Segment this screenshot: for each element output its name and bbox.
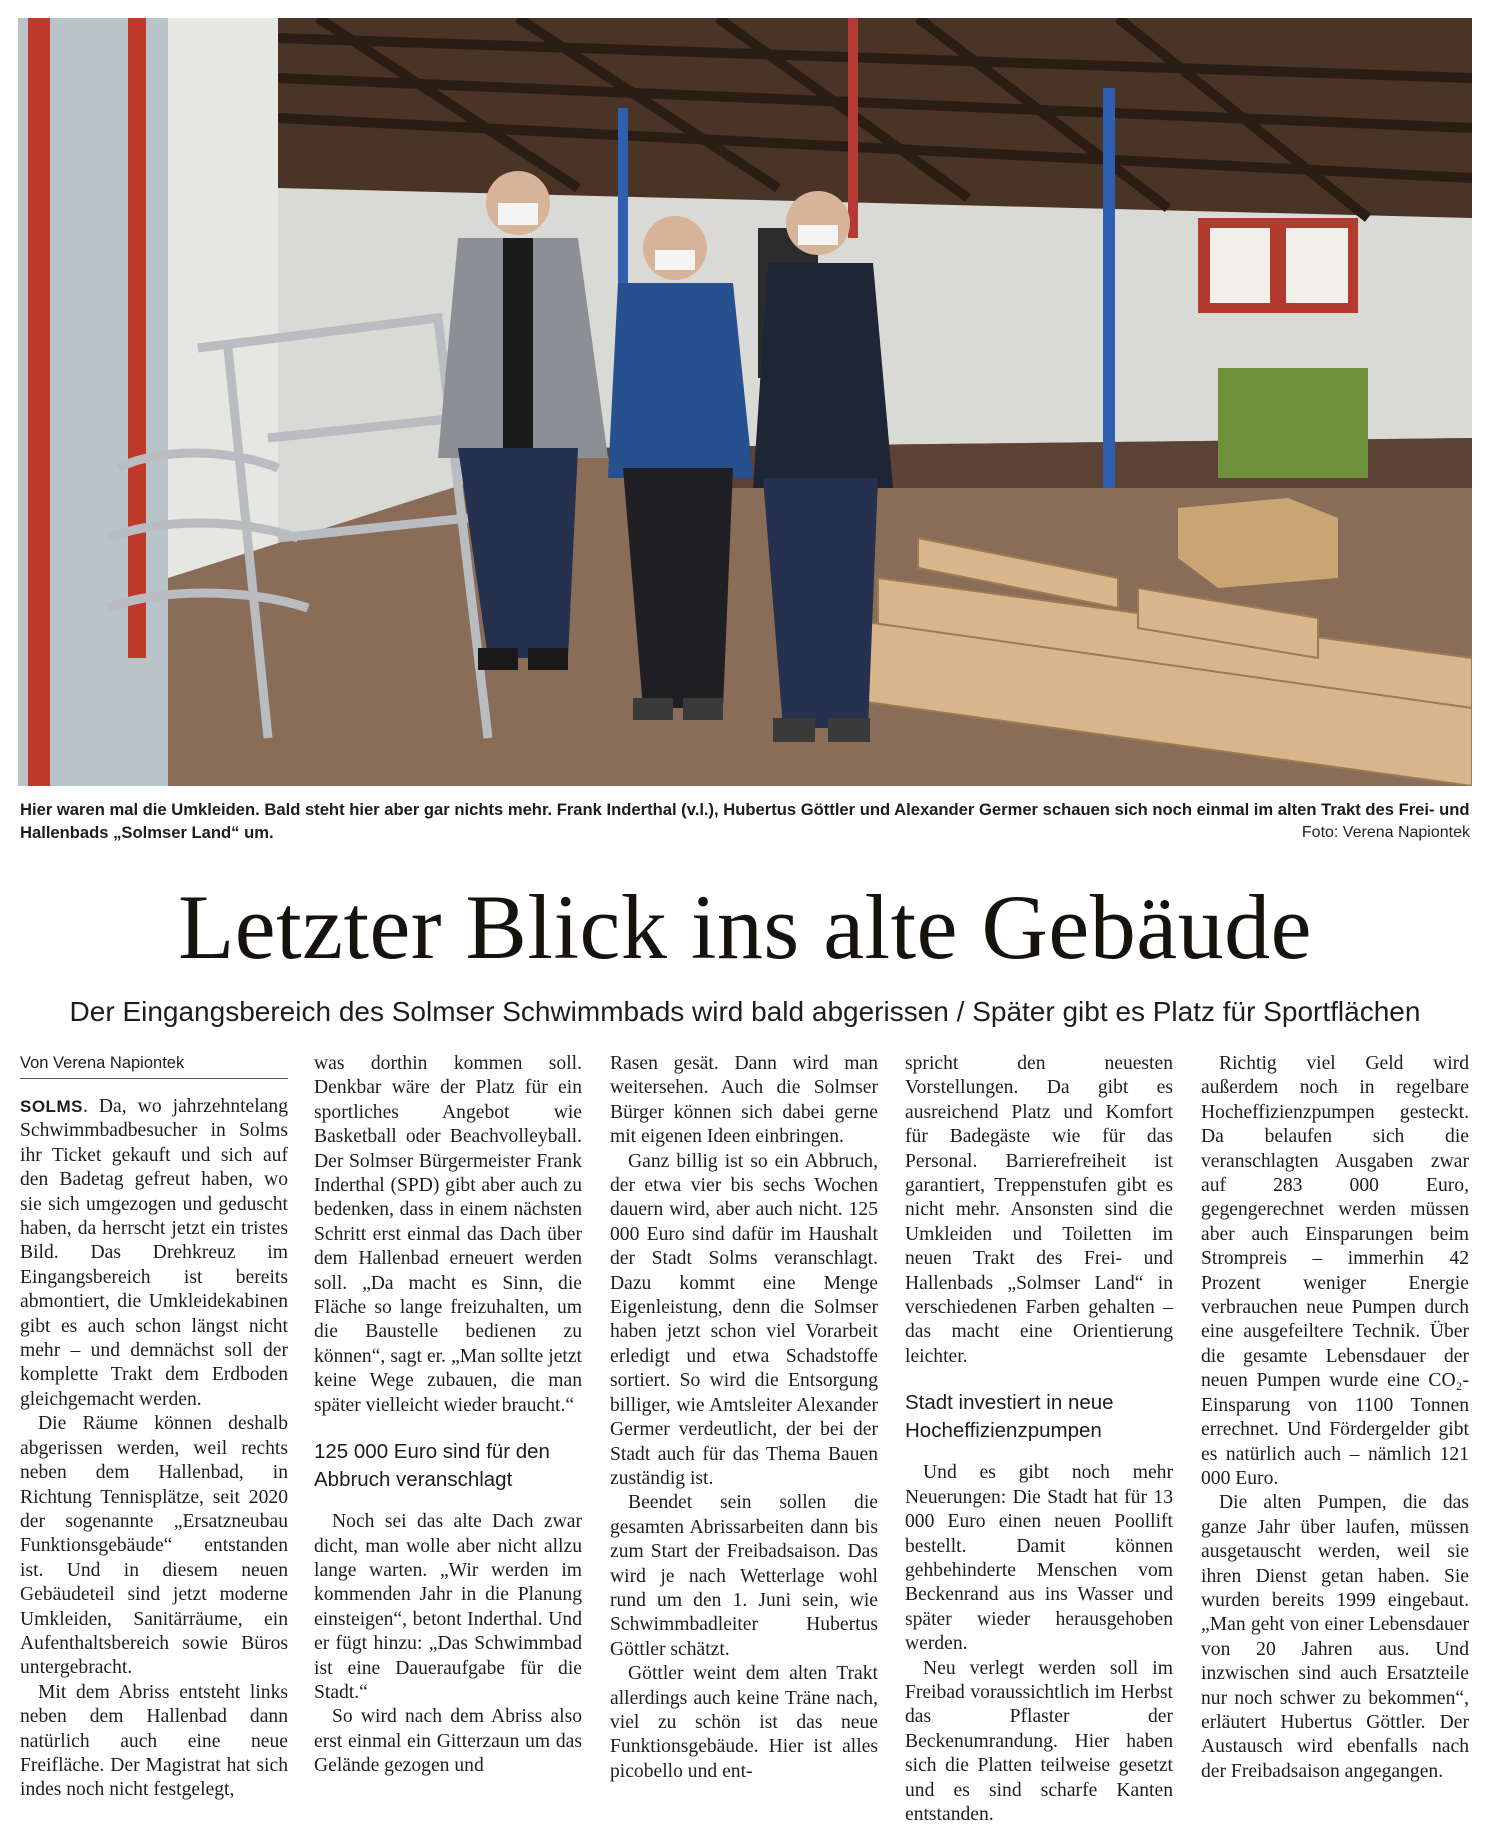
article-column-5 [1201,1052,1469,1784]
paragraph: Ganz billig ist so ein Abbruch, der etwa vier bis sechs Wochen dauern wird, aber auch nicht. 125 000 Euro sind dafür im Haushalt der Stadt Solms veranschlagt. Dazu kommt eine Menge Eigenleistung, denn die Solmser haben jetzt schon viel Vorarbeit erledigt und etwa Schadstoffe sortiert. So wird die Entsorgung billiger, wie Amtsleiter Alexander Germer verdeutlicht, der bei der Stadt auch für das Thema Bauen zuständig ist. [610,1150,878,1489]
paragraph: was dorthin kommen soll. Denkbar wäre der Platz für ein sportliches Angebot wie Basketball oder Beachvolleyball. Der Solmser Bürgermeister Frank Inderthal (SPD) gibt aber auch zu bedenken, dass in einem nächsten Schritt erst einmal das Dach über dem Hallenbad erneuert werden soll. „Da macht es Sinn, die Fläche so lange freizuhalten, um die Baustelle bedienen zu können“, sagt er. „Man sollte jetzt keine Wege zubauen, die man später vielleicht wieder braucht.“ [314,1053,582,1416]
paragraph: spricht den neuesten Vorstellungen. Da gibt es ausreichend Platz und Komfort für Badegäste wie für das Personal. Barrierefreiheit ist garantiert, Treppenstufen gibt es nicht mehr. Ansonsten sind die Umkleiden und Toiletten im neuen Trakt des Frei- und Hallenbads „Solmser Land“ in verschiedenen Farben gehalten – das macht eine Orientierung leichter. [905,1053,1173,1367]
photo-box [1178,498,1338,588]
paragraph: Göttler weint dem alten Trakt allerdings auch keine Träne nach, viel zu schön ist das neue Funktionsgebäude. Hier ist alles picobello und ent- [610,1663,878,1782]
photo-illustration [18,18,1472,786]
section-subheading: Stadt investiert in neue Hocheffizienzpumpen [905,1391,1114,1443]
article-headline: Letzter Blick ins alte Gebäude [178,876,1312,978]
photo-pillar [1103,88,1115,488]
paragraph: Neu verlegt werden soll im Freibad voraussichtlich im Herbst das Pflaster der Beckenumrandung. Hier haben sich die Platten teilweise gesetzt und es sind scharfe Kanten entstanden. [905,1657,1173,1825]
dateline: SOLMS [20,1097,83,1116]
paragraph: Beendet sein sollen die gesamten Abrissarbeiten dann bis zum Start der Freibadsaison. Das wird je nach Wetterlage wohl rund um den 1. Juni sein, wie Schwimmbadleiter Hubertus Göttler schätzt. [610,1492,878,1660]
section-subheading: 125 000 Euro sind für den Abbruch veranschlagt [314,1440,550,1492]
article-column-2 [314,1052,582,1779]
photo-green-patch [1218,368,1368,478]
paragraph: Noch sei das alte Dach zwar dicht, man wolle aber nicht allzu lange warten. „Wir werden im kommenden Jahr in die Planung einsteigen“, betont Inderthal. Und er fügt hinzu: „Das Schwimmbad ist eine Daueraufgabe für die Stadt.“ [314,1511,582,1703]
article-column-3 [610,1052,878,1784]
paragraph: Die alten Pumpen, die das ganze Jahr über laufen, müssen ausgetauscht werden, weil sie ihren Dienst getan haben. Sie wurden bereits 1999 eingebaut. „Man geht von einer Lebensdauer von 20 Jahren aus. Und inzwischen sind auch Ersatzteile nur noch schwer zu bekommen“, erläutert Hubertus Göttler. Der Austausch wird ebenfalls nach der Freibadsaison angegangen. [1201,1492,1469,1782]
article-photo [18,18,1472,786]
paragraph: So wird nach dem Abriss also erst einmal ein Gitterzaun um das Gelände gezogen und [314,1706,582,1777]
photo-red-frame [28,18,50,786]
article-subheadline: Der Eingangsbereich des Solmser Schwimmbads wird bald abgerissen / Später gibt es Platz für Sportflächen [69,996,1421,1027]
paragraph [20,1095,288,1412]
paragraph-text: . Da, wo jahrzehntelang Schwimmbadbesucher in Solms ihr Ticket gekauft und sich auf den Badetag gefreut haben, wo sie sich umgezogen und geduscht haben, da herrscht jetzt ein tristes Bild. Das Drehkreuz im Eingangsbereich ist bereits abmontiert, die Umkleidekabinen gibt es auch schon längst nicht mehr – und demnächst soll der komplette Trakt dem Erdboden gleichgemacht werden. [20,1096,288,1410]
paragraph: Rasen gesät. Dann wird man weitersehen. Auch die Solmser Bürger können sich dabei gerne mit eigenen Ideen einbringen. [610,1053,878,1148]
photo-caption: Hier waren mal die Umkleiden. Bald steht hier aber gar nichts mehr. Frank Inderthal (v.l.), Hubertus Göttler und Alexander Germer schauen sich noch einmal im alten Trakt des Frei- und Hallenbads „Solmser Land“ um. [20,800,1470,842]
paragraph: Mit dem Abriss entsteht links neben dem Hallenbad dann natürlich auch eine neue Freifläche. Der Magistrat hat sich indes noch nicht festgelegt, [20,1681,288,1801]
paragraph: Die Räume können deshalb abgerissen werden, weil rechts neben dem Hallenbad, in Richtung Tennisplätze, seit 2020 der sogenannte „Ersatzneubau Funktionsgebäude“ entstanden ist. Und in diesem neuen Gebäudeteil sind jetzt moderne Umkleiden, Sanitärräume, ein Aufenthaltsbereich sowie Büros untergebracht. [20,1413,288,1679]
paragraph: Und es gibt noch mehr Neuerungen: Die Stadt hat für 13 000 Euro einen neuen Poollift bestellt. Damit können gehbehinderte Menschen vom Beckenrand aus ins Wasser und später wieder herausgehoben werden. [905,1462,1173,1655]
article-byline: Von Verena Napiontek [20,1052,288,1079]
photo-credit: Foto: Verena Napiontek [1301,824,1470,841]
paragraph: Richtig viel Geld wird außerdem noch in regelbare Hocheffizienzpumpen gesteckt. Da belaufen sich die veranschlagten Ausgaben zwar auf 283 000 Euro, gegengerechnet werden müssen aber auch Einsparungen beim Strompreis – immerhin 42 Prozent weniger Energie verbrauchen neue Pumpen durch eine ausgefeiltere Technik. Über die gesamte Lebensdauer der neuen Pumpen wurde eine CO₂-Einsparung von 1100 Tonnen errechnet. Und Fördergelder gibt es natürlich auch – nämlich 121 000 Euro. [1201,1053,1469,1489]
article-column-4 [905,1052,1173,1827]
article-column-1 [20,1052,288,1803]
